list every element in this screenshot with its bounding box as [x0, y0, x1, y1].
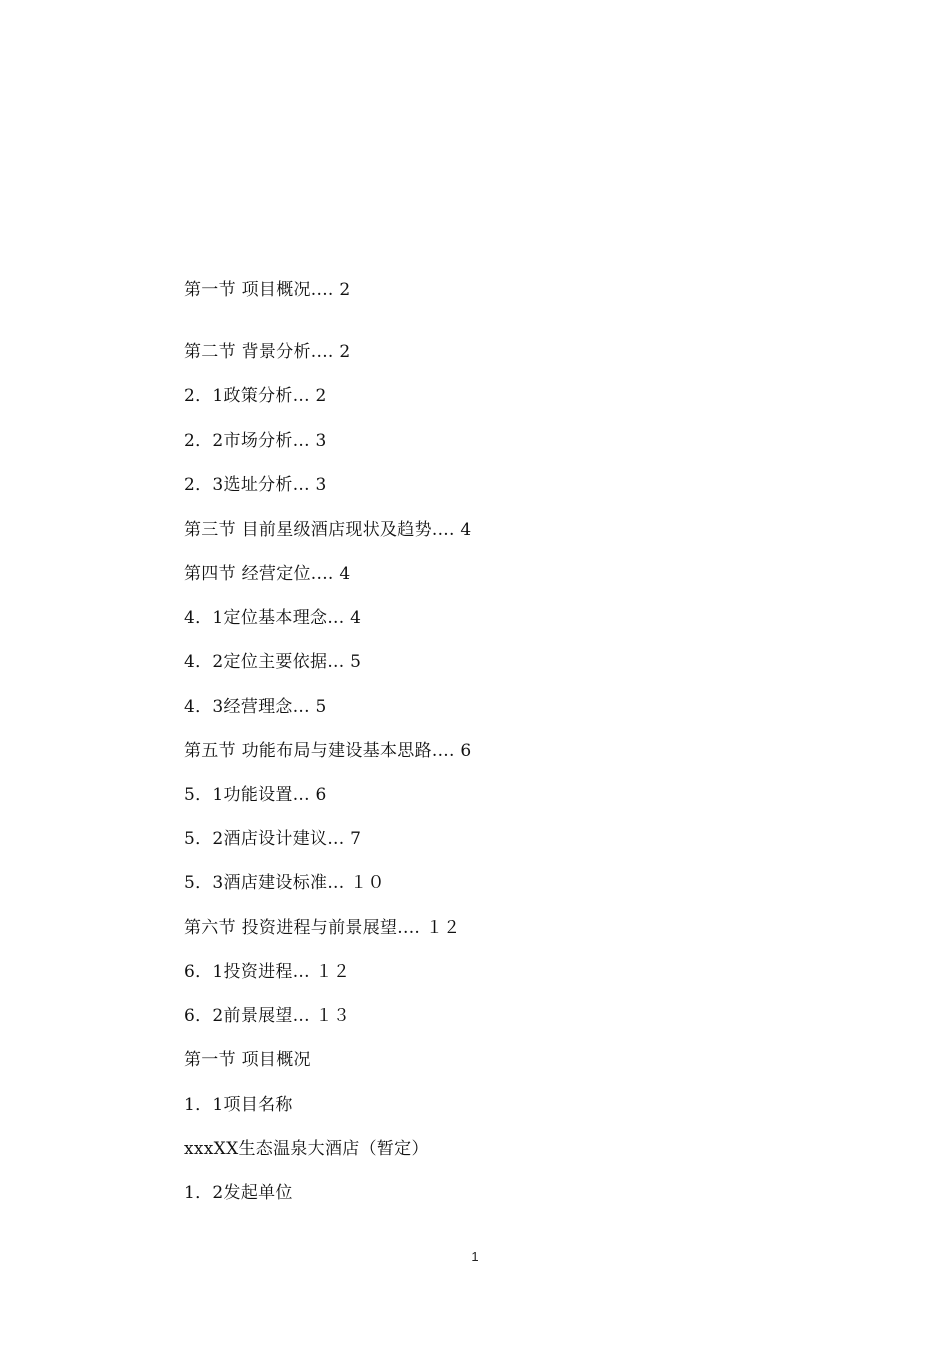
subsection-heading-sponsor: 1．2发起单位 — [184, 1183, 293, 1203]
toc-entry-6-1: 6．1投资进程... １２ — [184, 962, 351, 982]
toc-entry-section-3: 第三节 目前星级酒店现状及趋势.... 4 — [184, 520, 472, 540]
toc-entry-5-1: 5．1功能设置... 6 — [184, 785, 327, 805]
toc-entry-section-2: 第二节 背景分析.... 2 — [184, 342, 351, 362]
toc-entry-6-2: 6．2前景展望... １３ — [184, 1006, 351, 1026]
section-heading: 第一节 项目概况 — [184, 1050, 311, 1070]
toc-entry-section-5: 第五节 功能布局与建设基本思路.... 6 — [184, 741, 472, 761]
toc-entry-4-2: 4．2定位主要依据... 5 — [184, 652, 362, 672]
toc-entry-section-4: 第四节 经营定位.... 4 — [184, 564, 351, 584]
toc-entry-4-3: 4．3经营理念... 5 — [184, 697, 327, 717]
toc-entry-5-2: 5．2酒店设计建议... 7 — [184, 829, 362, 849]
body-text-project-name: xxxXX生态温泉大酒店（暂定） — [184, 1139, 429, 1159]
toc-entry-section-6: 第六节 投资进程与前景展望.... １２ — [184, 918, 461, 938]
page-number: 1 — [471, 1249, 479, 1264]
subsection-heading-project-name: 1．1项目名称 — [184, 1095, 293, 1115]
toc-entry-5-3: 5．3酒店建设标准... １０ — [184, 873, 385, 893]
toc-entry-2-1: 2．1政策分析... 2 — [184, 386, 327, 406]
toc-entry-2-3: 2．3选址分析... 3 — [184, 475, 327, 495]
toc-entry-2-2: 2．2市场分析... 3 — [184, 431, 327, 451]
toc-entry-4-1: 4．1定位基本理念... 4 — [184, 608, 362, 628]
toc-entry-section-1: 第一节 项目概况.... 2 — [184, 280, 351, 300]
